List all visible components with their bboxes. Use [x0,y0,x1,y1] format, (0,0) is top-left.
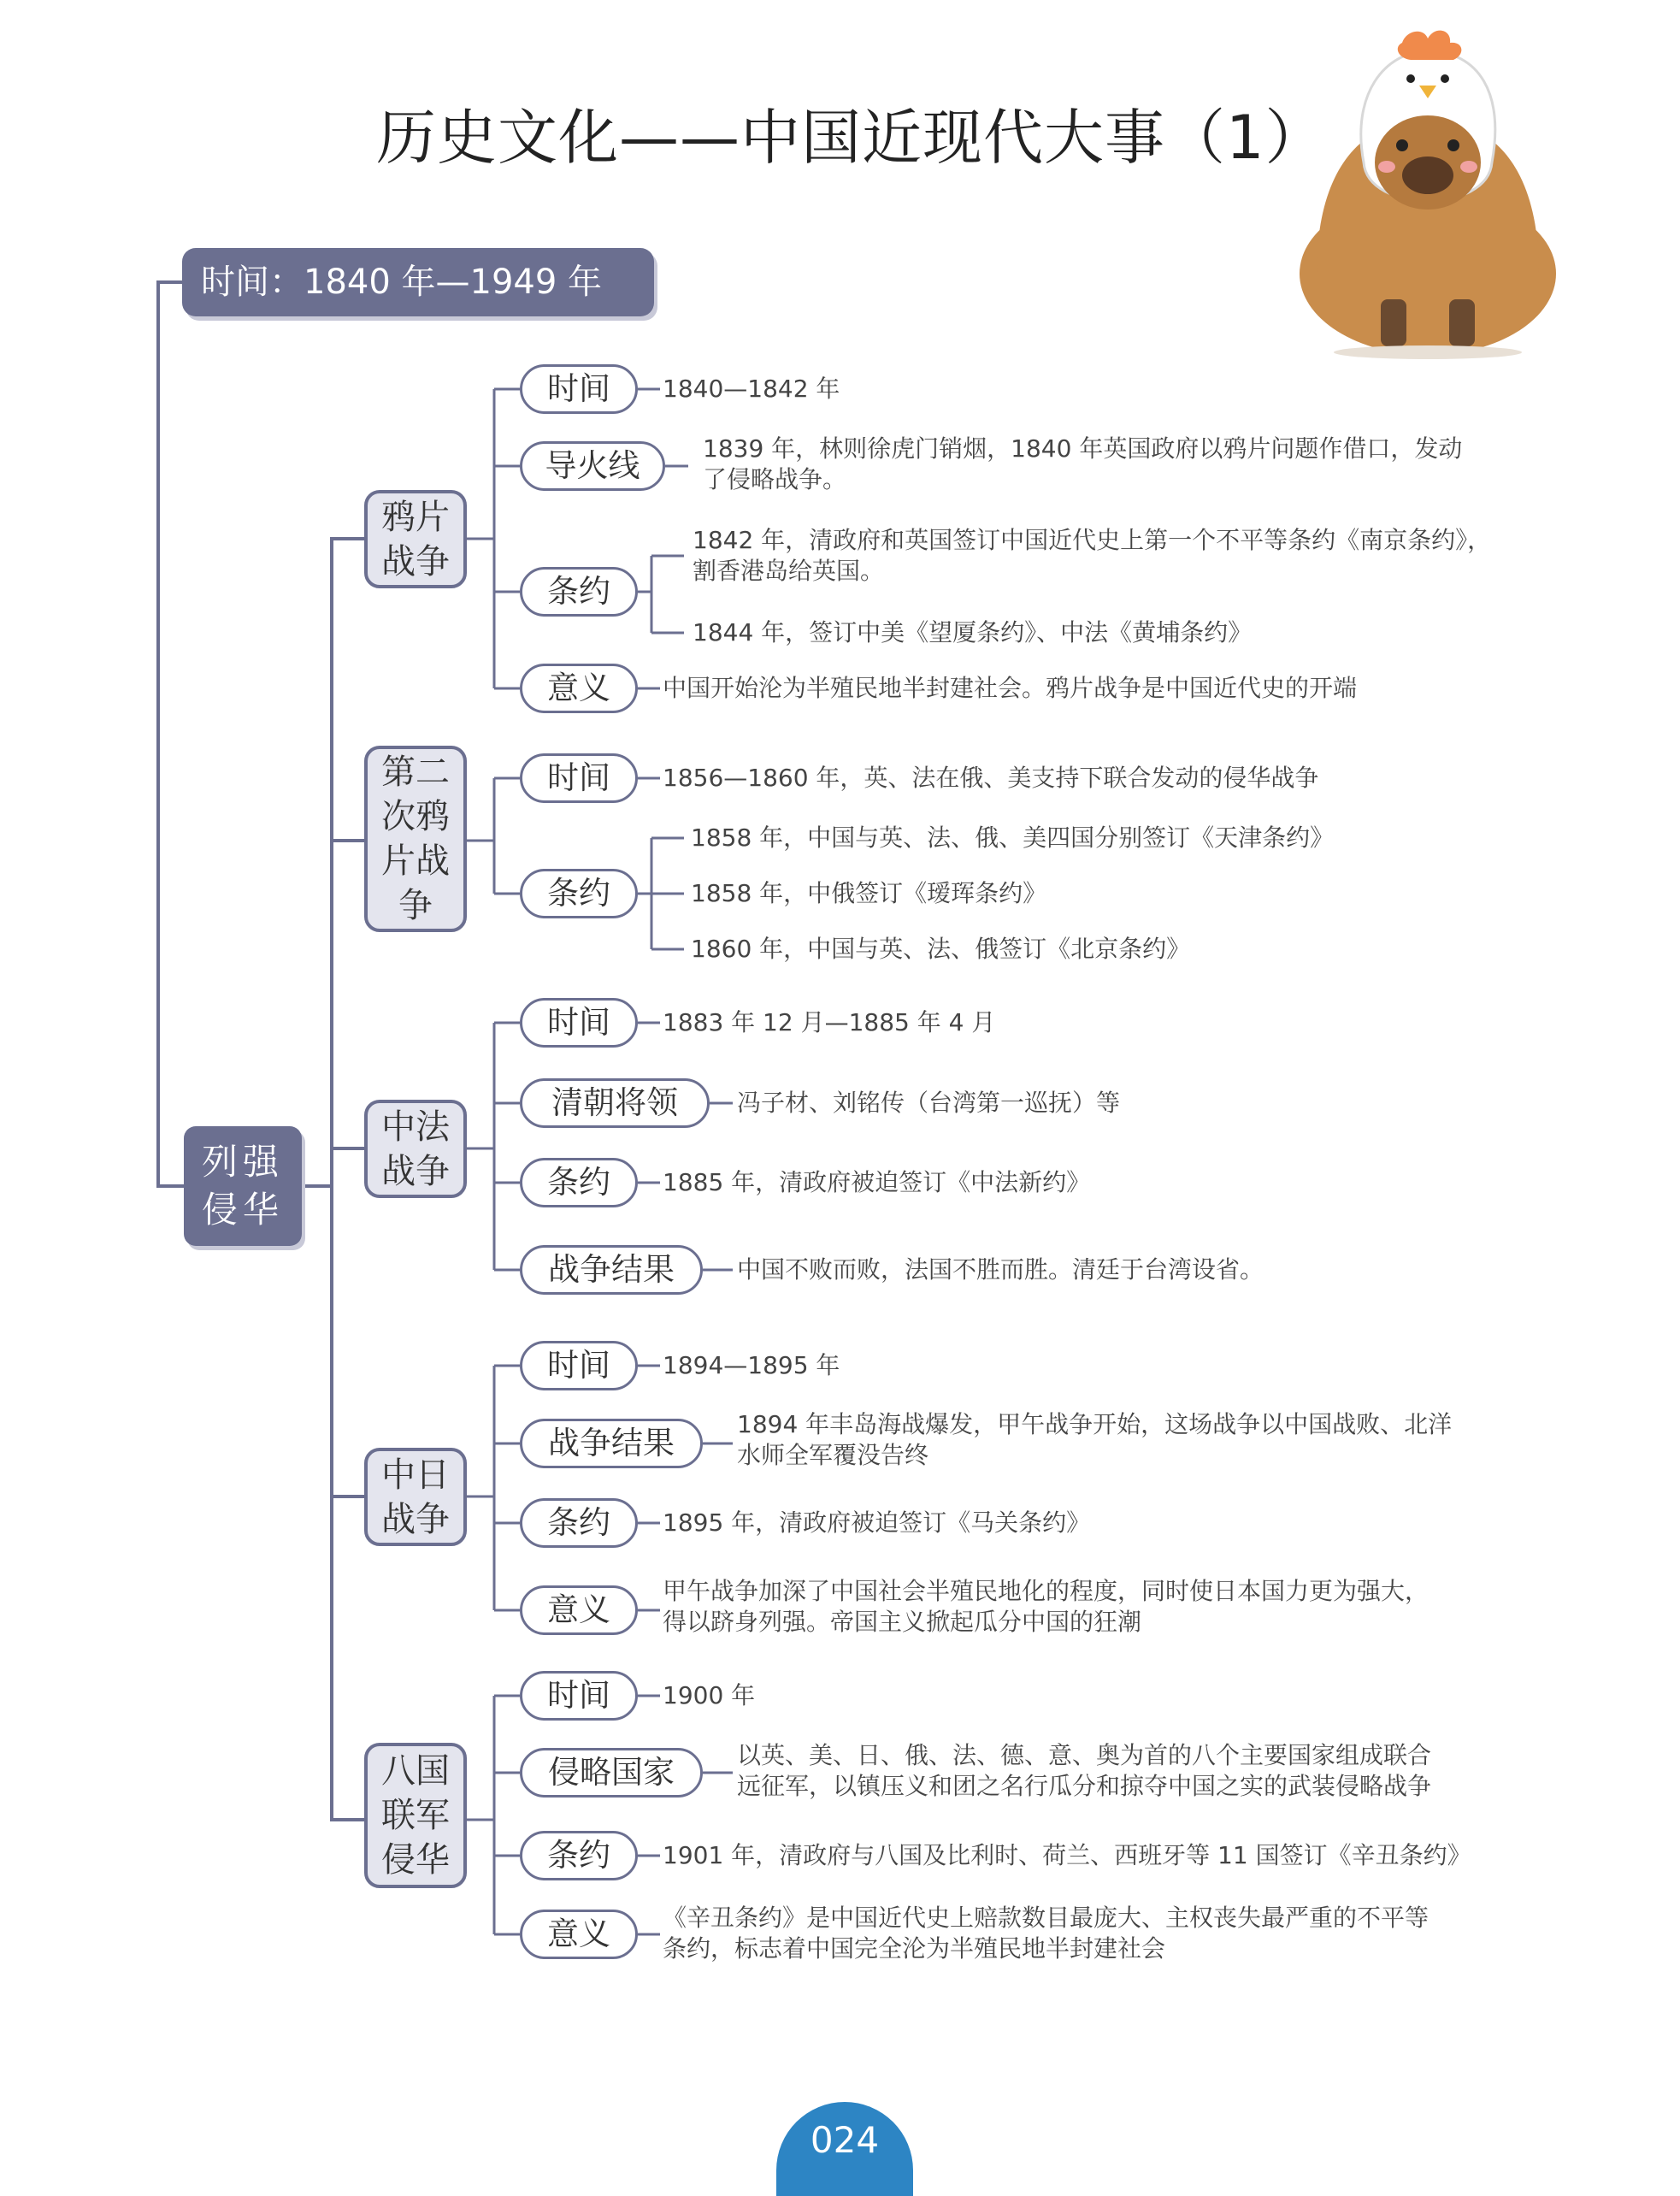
item-label: 清朝将领 [520,1078,710,1128]
branch-node: 八国 联军 侵华 [364,1743,467,1888]
item-label: 导火线 [520,441,665,491]
item-label: 条约 [520,869,638,918]
item-text: 1894—1895 年 [663,1351,840,1379]
time-range-bar: 时间：1840 年—1949 年 [182,248,654,316]
item-text: 1895 年，清政府被迫签订《马关条约》 [663,1508,1091,1537]
item-text: 《辛丑条约》是中国近代史上赔款数目最庞大、主权丧失最严重的不平等 条约，标志着中国完全沦为半殖民地半封建社会 [663,1904,1429,1963]
item-text: 1840—1842 年 [663,375,840,403]
item-label: 侵略国家 [520,1748,703,1798]
item-label: 时间 [520,998,638,1048]
item-label: 战争结果 [520,1419,703,1468]
page-title: 历史文化——中国近现代大事（1） [376,103,1326,173]
item-text: 1860 年，中国与英、法、俄签订《北京条约》 [691,935,1191,963]
item-text: 1900 年 [663,1681,756,1709]
item-text: 1844 年，签订中美《望厦条约》、中法《黄埔条约》 [693,618,1253,646]
branch-node: 中法 战争 [364,1100,467,1198]
item-text: 1901 年，清政府与八国及比利时、荷兰、西班牙等 11 国签订《辛丑条约》 [663,1841,1471,1869]
item-text: 1885 年，清政府被迫签订《中法新约》 [663,1168,1091,1196]
item-label: 条约 [520,1498,638,1548]
item-label: 时间 [520,753,638,803]
root-node: 列强 侵华 [184,1126,302,1246]
item-label: 意义 [520,1585,638,1635]
item-label: 条约 [520,1158,638,1207]
item-label: 条约 [520,1831,638,1880]
item-label: 意义 [520,1910,638,1959]
item-label: 条约 [520,567,638,617]
page-number: 024 [776,2102,913,2196]
item-label: 意义 [520,664,638,713]
item-label: 时间 [520,364,638,414]
item-label: 战争结果 [520,1245,703,1295]
item-label: 时间 [520,1341,638,1390]
branch-node: 中日 战争 [364,1448,467,1546]
item-text: 1839 年，林则徐虎门销烟，1840 年英国政府以鸦片问题作借口，发动 了侵略战争。 [703,434,1463,493]
item-text: 冯子材、刘铭传（台湾第一巡抚）等 [737,1089,1121,1117]
item-text: 1858 年，中国与英、法、俄、美四国分别签订《天津条约》 [691,824,1335,852]
branch-node: 鸦片 战争 [364,490,467,588]
item-text: 1842 年，清政府和英国签订中国近代史上第一个不平等条约《南京条约》， 割香港岛给英国。 [693,526,1492,585]
item-text: 中国不败而败，法国不胜而胜。清廷于台湾设省。 [737,1255,1264,1284]
item-text: 以英、美、日、俄、法、德、意、奥为首的八个主要国家组成联合 远征军，以镇压义和团之名行瓜分和掠夺中国之实的武装侵略战争 [737,1741,1432,1800]
branch-node: 第二 次鸦 片战 争 [364,746,467,932]
item-label: 时间 [520,1671,638,1721]
item-text: 1894 年丰岛海战爆发，甲午战争开始，这场战争以中国战败、北洋 水师全军覆没告终 [737,1410,1453,1469]
item-text: 1883 年 12 月—1885 年 4 月 [663,1008,996,1036]
item-text: 中国开始沦为半殖民地半封建社会。鸦片战争是中国近代史的开端 [663,674,1358,702]
capybara-chicken-hat-icon [1282,17,1573,359]
item-text: 甲午战争加深了中国社会半殖民地化的程度，同时使日本国力更为强大， 得以跻身列强。帝国主义掀起瓜分中国的狂潮 [663,1577,1429,1636]
item-text: 1858 年，中俄签订《瑷珲条约》 [691,879,1047,907]
item-text: 1856—1860 年，英、法在俄、美支持下联合发动的侵华战争 [663,764,1319,792]
